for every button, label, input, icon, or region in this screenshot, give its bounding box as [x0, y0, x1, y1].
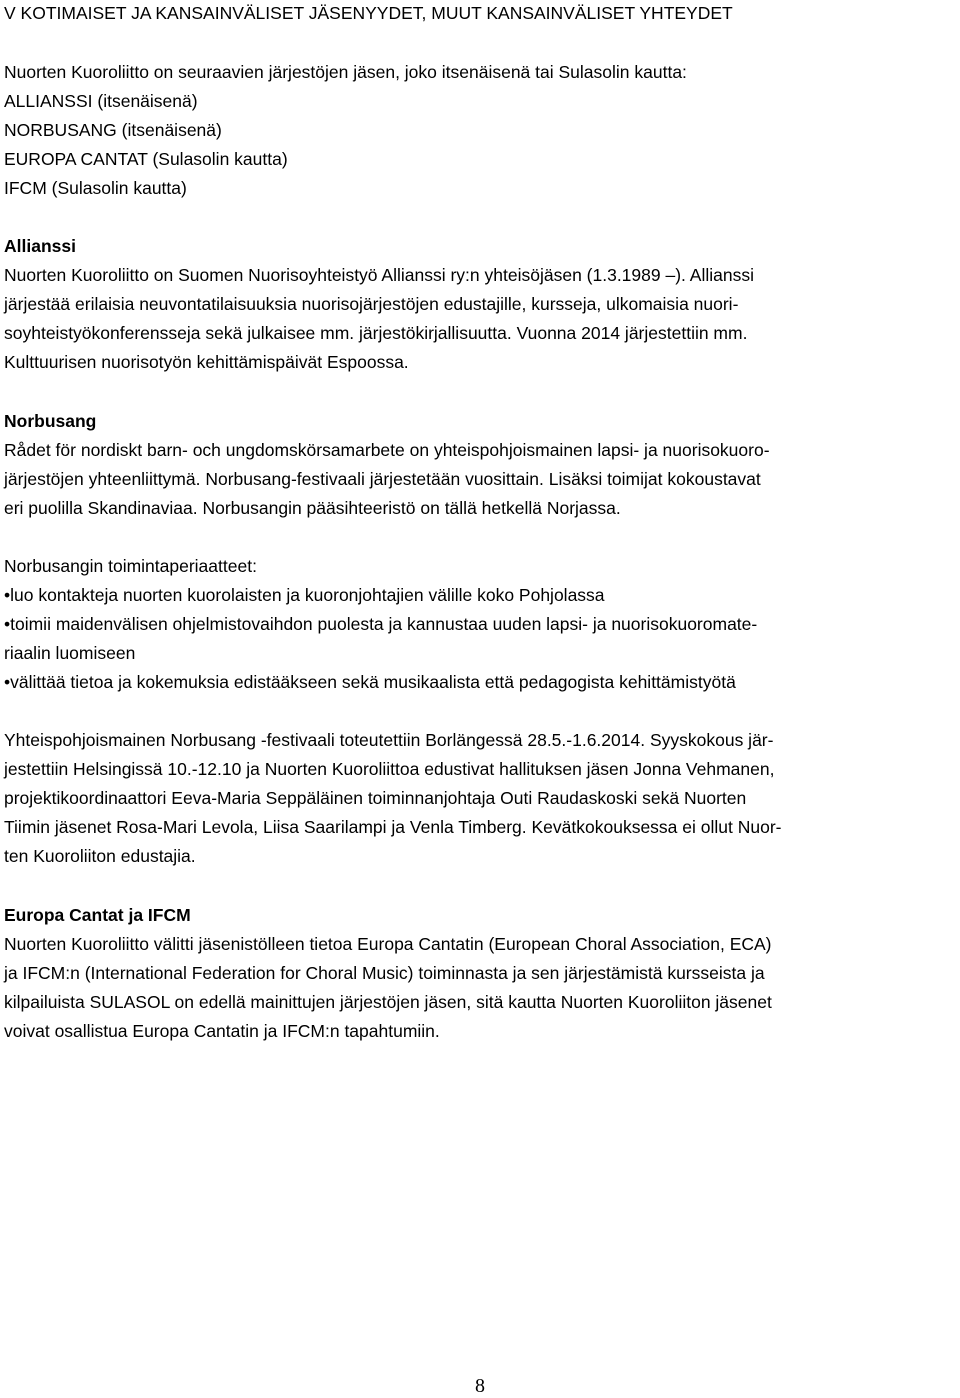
- page-number: 8: [475, 1375, 485, 1397]
- allianssi-text-line: järjestää erilaisia neuvontatilaisuuksia nuorisojärjestöjen edustajille, kursseja, ulkomaisia nuori-: [4, 294, 739, 314]
- membership-item: EUROPA CANTAT (Sulasolin kautta): [4, 149, 288, 169]
- membership-item: ALLIANSSI (itsenäisenä): [4, 91, 198, 111]
- principles-title: Norbusangin toimintaperiaatteet:: [4, 556, 257, 576]
- europa-text-line: voivat osallistua Europa Cantatin ja IFCM:n tapahtumiin.: [4, 1021, 440, 1041]
- principle-item: riaalin luomiseen: [4, 643, 136, 663]
- allianssi-text-line: Kulttuurisen nuorisotyön kehittämispäivät Espoossa.: [4, 352, 409, 372]
- norbusang-title: Norbusang: [4, 411, 97, 431]
- europa-text-line: kilpailuista SULASOL on edellä mainittujen järjestöjen jäsen, sitä kautta Nuorten Kuoroliiton jäsenet: [4, 992, 772, 1012]
- membership-item: IFCM (Sulasolin kautta): [4, 178, 187, 198]
- norbusang-text-line: Rådet för nordiskt barn- och ungdomskörsamarbete on yhteispohjoismainen lapsi- ja nuorisokuoro-: [4, 440, 770, 460]
- festival-text-line: jestettiin Helsingissä 10.-12.10 ja Nuorten Kuoroliittoa edustivat hallituksen jäsen Jonna Vehmanen,: [4, 759, 775, 779]
- memberships-intro: Nuorten Kuoroliitto on seuraavien järjestöjen jäsen, joko itsenäisenä tai Sulasolin kautta:: [4, 62, 687, 82]
- europa-text-line: ja IFCM:n (International Federation for Choral Music) toiminnasta ja sen järjestämistä kursseista ja: [4, 963, 765, 983]
- section-heading: V KOTIMAISET JA KANSAINVÄLISET JÄSENYYDET, MUUT KANSAINVÄLISET YHTEYDET: [4, 3, 733, 23]
- membership-item: NORBUSANG (itsenäisenä): [4, 120, 222, 140]
- allianssi-text-line: soyhteistyökonferensseja sekä julkaisee mm. järjestökirjallisuutta. Vuonna 2014 järjestettiin mm.: [4, 323, 748, 343]
- europa-text-line: Nuorten Kuoroliitto välitti jäsenistölleen tietoa Europa Cantatin (European Choral Association, ECA): [4, 934, 772, 954]
- principle-item: •toimii maidenvälisen ohjelmistovaihdon puolesta ja kannustaa uuden lapsi- ja nuorisokuoromate-: [4, 614, 758, 634]
- festival-text-line: projektikoordinaattori Eeva-Maria Seppäläinen toiminnanjohtaja Outi Raudaskoski sekä Nuorten: [4, 788, 747, 808]
- allianssi-text-line: Nuorten Kuoroliitto on Suomen Nuorisoyhteistyö Allianssi ry:n yhteisöjäsen (1.3.1989 –). Allianssi: [4, 265, 754, 285]
- principle-item: •välittää tietoa ja kokemuksia edistääkseen sekä musikaalista että pedagogista kehittämistyötä: [4, 672, 736, 692]
- norbusang-text-line: järjestöjen yhteenliittymä. Norbusang-festivaali järjestetään vuosittain. Lisäksi toimijat kokoustavat: [4, 469, 761, 489]
- allianssi-title: Allianssi: [4, 236, 76, 256]
- europa-title: Europa Cantat ja IFCM: [4, 905, 191, 925]
- festival-text-line: Tiimin jäsenet Rosa-Mari Levola, Liisa Saarilampi ja Venla Timberg. Kevätkokouksessa ei ollut Nuor-: [4, 817, 782, 837]
- festival-text-line: ten Kuoroliiton edustajia.: [4, 846, 196, 866]
- principle-item: •luo kontakteja nuorten kuorolaisten ja kuoronjohtajien välille koko Pohjolassa: [4, 585, 605, 605]
- norbusang-text-line: eri puolilla Skandinaviaa. Norbusangin pääsihteeristö on tällä hetkellä Norjassa.: [4, 498, 621, 518]
- festival-text-line: Yhteispohjoismainen Norbusang -festivaali toteutettiin Borlängessä 28.5.-1.6.2014. Syyskokous jär-: [4, 730, 774, 750]
